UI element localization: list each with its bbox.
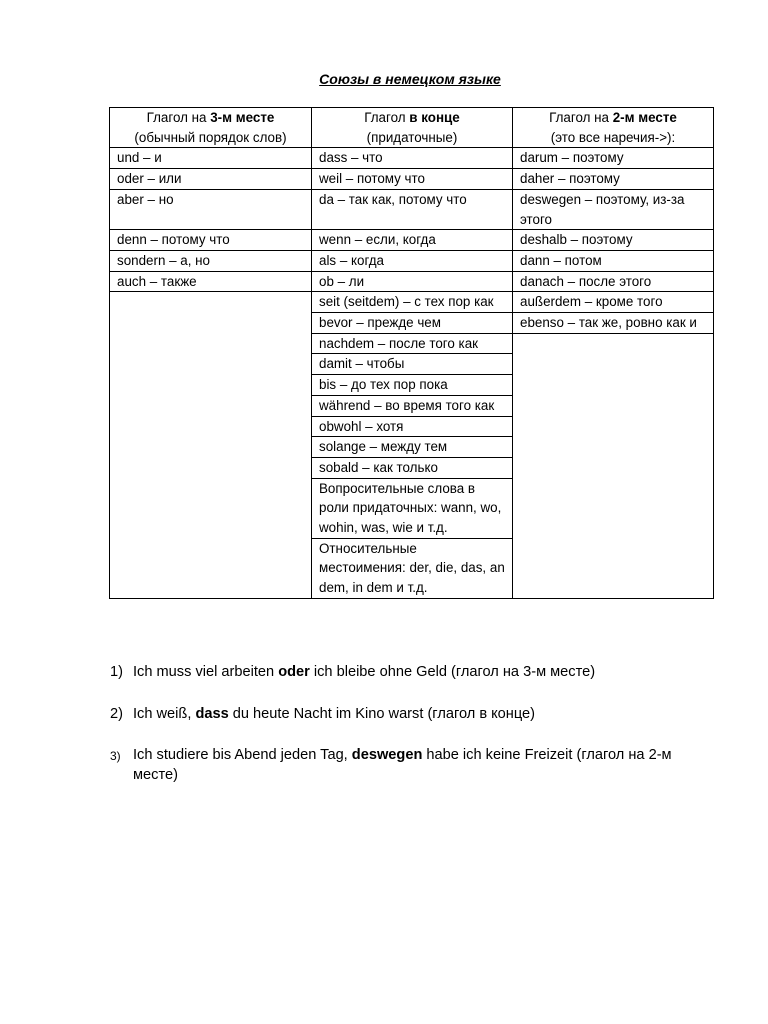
table-cell: Относительные местоимения: der, die, das, an dem, in dem и т.д. <box>312 538 513 598</box>
table-header-row <box>110 108 714 148</box>
example-text: Ich studiere bis Abend jeden Tag, deswegen habe ich keine Freizeit (глагол на 2-м месте) <box>133 747 672 783</box>
table-cell: darum – поэтому <box>513 148 714 169</box>
table-cell: auch – также <box>110 271 312 292</box>
table-cell: dass – что <box>312 148 513 169</box>
table-cell: obwohl – хотя <box>312 416 513 437</box>
table-cell: daher – поэтому <box>513 169 714 190</box>
table-cell: während – во время того как <box>312 395 513 416</box>
header-col-2nd-position: Глагол на 2-м месте (это все наречия->): <box>513 108 714 148</box>
page-title: Союзы в немецком языке <box>319 71 501 87</box>
example-number: 1) <box>110 664 123 680</box>
table-cell: wenn – если, когда <box>312 230 513 251</box>
table-cell: nachdem – после того как <box>312 333 513 354</box>
table-cell: bis – до тех пор пока <box>312 375 513 396</box>
example-text: Ich weiß, dass du heute Nacht im Kino warst (глагол в конце) <box>133 706 536 722</box>
table-cell: denn – потому что <box>110 230 312 251</box>
header-col-3rd-position: Глагол на 3-м месте (обычный порядок слов) <box>110 108 312 148</box>
table-cell: deshalb – поэтому <box>513 230 714 251</box>
table-cell: da – так как, потому что <box>312 189 513 229</box>
table-cell: aber – но <box>110 189 312 229</box>
example-text: Ich muss viel arbeiten oder ich bleibe ohne Geld (глагол на 3-м месте) <box>133 664 596 680</box>
table-cell: außerdem – кроме того <box>513 292 714 313</box>
table-row <box>110 250 714 271</box>
table-cell: als – когда <box>312 250 513 271</box>
table-cell: danach – после этого <box>513 271 714 292</box>
table-cell: sobald – как только <box>312 457 513 478</box>
header-col-end-position: Глагол в конце (придаточные) <box>312 108 513 148</box>
table-cell: ebenso – так же, ровно как и <box>513 313 714 334</box>
conjunctions-table <box>109 107 714 599</box>
table-cell: ob – ли <box>312 271 513 292</box>
table-cell: seit (seitdem) – с тех пор как <box>312 292 513 313</box>
table-row <box>110 292 714 313</box>
table-cell: sondern – а, но <box>110 250 312 271</box>
table-cell: dann – потом <box>513 250 714 271</box>
table-cell: deswegen – поэтому, из-за этого <box>513 189 714 229</box>
example-number: 3) <box>110 749 121 763</box>
table-cell-empty <box>110 292 312 599</box>
table-row <box>110 189 714 229</box>
table-row <box>110 148 714 169</box>
table-cell: oder – или <box>110 169 312 190</box>
table-row <box>110 169 714 190</box>
table-cell: und – и <box>110 148 312 169</box>
table-row <box>110 271 714 292</box>
table-cell: bevor – прежде чем <box>312 313 513 334</box>
table-row <box>110 230 714 251</box>
table-cell-empty <box>513 333 714 598</box>
table-cell: damit – чтобы <box>312 354 513 375</box>
table-cell: Вопросительные слова в роли придаточных: wann, wo, wohin, was, wie и т.д. <box>312 478 513 538</box>
example-number: 2) <box>110 706 123 722</box>
table-cell: weil – потому что <box>312 169 513 190</box>
table-cell: solange – между тем <box>312 437 513 458</box>
